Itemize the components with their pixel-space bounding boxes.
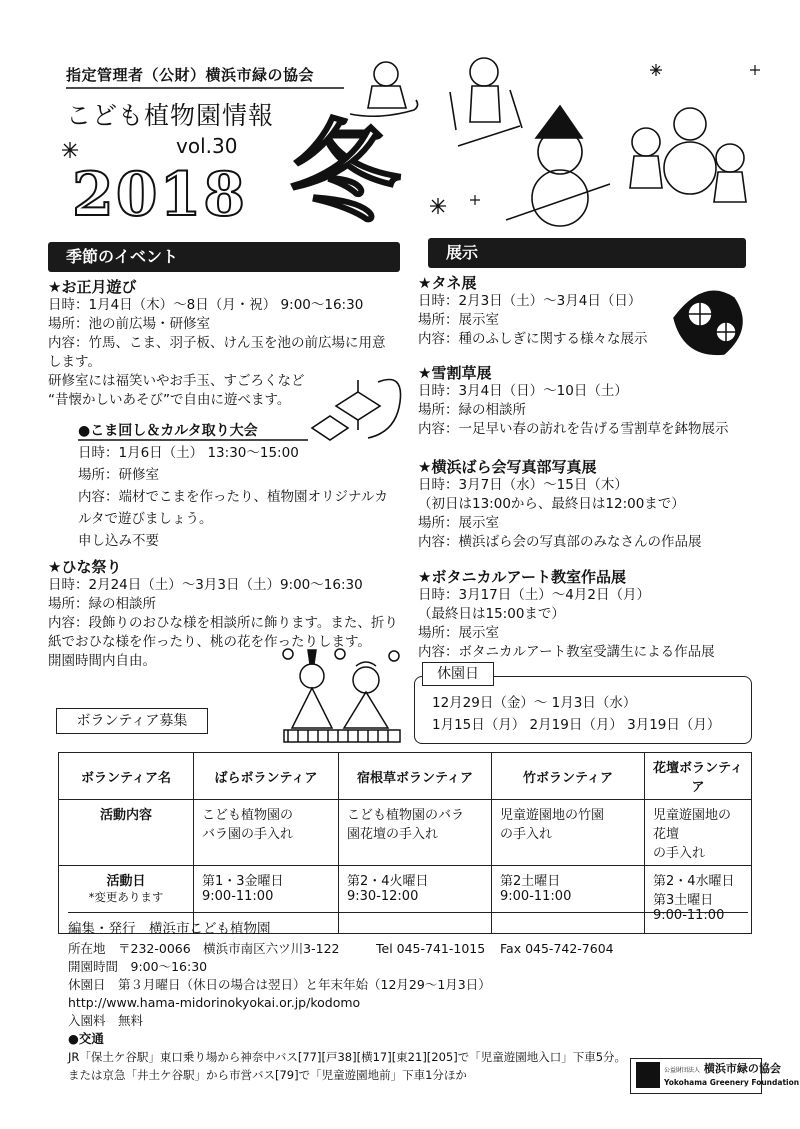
footer-holiday: 休園日 第３月曜日（休日の場合は翌日）と年末年始（12月29～1月3日） [68, 977, 491, 992]
logo-name-text: 横浜市緑の協会 [703, 1062, 781, 1075]
table-cell [645, 800, 752, 866]
footer-tel: Tel 045-741-1015 [376, 941, 486, 956]
botanical-date: 日時：3月17日（土）～4月2日（月） [418, 587, 650, 603]
bara-content: 内容：横浜ばら会の写真部のみなさんの作品展 [418, 534, 702, 550]
cell-line: 第2・4水曜日 [653, 874, 735, 889]
hina-content: 紙でおひな様を作ったり、桃の花を作ったりします。 [48, 634, 371, 650]
tane-content: 内容：種のふしぎに関する様々な展示 [418, 331, 648, 347]
hina-place: 場所：緑の相談所 [48, 596, 156, 612]
footer-fax: Fax 045-742-7604 [500, 941, 614, 956]
kids-snowman-illustration [630, 108, 746, 202]
oshogatsu-content: 研修室には福笑いやお手玉、すごろくなど [48, 373, 305, 389]
footer-editor: 編集・発行 横浜市こども植物園 [68, 921, 271, 937]
tane-date: 日時：2月3日（土）～3月4日（日） [418, 293, 642, 309]
oshogatsu-place: 場所：池の前広場・研修室 [48, 316, 210, 332]
setsubunso-title: ★雪割草展 [418, 364, 492, 382]
cell-line: 園花壇の手入れ [347, 827, 439, 842]
botanical-note: （最終日は15:00まで） [418, 606, 565, 622]
footer-access: または京急「井土ケ谷駅」から市営バス[79]で「児童遊園地前」下車1分ほか [68, 1068, 467, 1082]
cell-line: こども植物園の [202, 808, 294, 823]
setsubunso-place: 場所：緑の相談所 [418, 402, 526, 418]
table-cell [339, 800, 492, 866]
botanical-content: 内容：ボタニカルアート教室受講生による作品展 [418, 644, 715, 660]
year-heading: 2018 [72, 160, 247, 230]
koma-note: 申し込み不要 [78, 533, 159, 549]
cell-line: 9:30-12:00 [347, 889, 419, 904]
cell-line: の手入れ [653, 846, 706, 861]
cell-line: こども植物園のバラ [347, 808, 465, 823]
table-cell [339, 866, 492, 934]
cell-line: 第1・3金曜日 [202, 874, 284, 889]
footer-access-title: ●交通 [68, 1031, 104, 1046]
cell-line: 第3土曜日 [653, 893, 714, 908]
koma-content: ルタで遊びましょう。 [78, 511, 213, 527]
snowflake-icon [60, 140, 80, 160]
foundation-logo-mark [636, 1062, 660, 1088]
cell-line: 9:00-11:00 [500, 889, 572, 904]
koma-title: ●こま回し＆カルタ取り大会 [78, 423, 258, 439]
setsubunso-date: 日時：3月4日（日）～10日（土） [418, 383, 628, 399]
tane-place: 場所：展示室 [418, 312, 499, 328]
closed-days-line: 1月15日（月） 2月19日（月） 3月19日（月） [432, 717, 721, 733]
days-note: *変更あります [88, 890, 164, 904]
volunteer-label: ボランティア募集 [56, 708, 208, 734]
hina-content: 内容：段飾りのおひな様を相談所に飾ります。また、折り [48, 615, 398, 631]
seasonal-events-banner: 季節のイベント [48, 242, 400, 272]
newsletter-title: こども植物園情報 [66, 101, 275, 130]
footer-address: 所在地 〒232-0066 横浜市南区六ツ川3-122 [68, 941, 340, 956]
footer-fee: 入園料 無料 [68, 1013, 144, 1028]
logo-english: Yokohama Greenery Foundation [664, 1078, 800, 1087]
oshogatsu-date: 日時：1月4日（木）～8日（月・祝） 9:00～16:30 [48, 297, 364, 313]
oshogatsu-title: ★お正月遊び [48, 278, 137, 296]
footer-hours: 開園時間 9:00～16:30 [68, 959, 208, 974]
footer-url[interactable]: http://www.hama-midorinokyokai.or.jp/kodomo [68, 995, 361, 1010]
koma-place: 場所：研修室 [78, 467, 159, 483]
logo-name [664, 1060, 781, 1076]
volunteer-table [58, 752, 752, 934]
table-cell [492, 800, 645, 866]
koma-underline [78, 438, 310, 442]
table-header: 竹ボランティア [492, 753, 645, 800]
botanical-place: 場所：展示室 [418, 625, 499, 641]
activity-label: 活動内容 [59, 800, 194, 866]
cell-line: 9:00-11:00 [653, 908, 725, 923]
organization-name: 指定管理者（公財）横浜市緑の協会 [66, 66, 315, 84]
table-cell [194, 800, 339, 866]
setsubunso-content: 内容：一足早い春の訪れを告げる雪割草を鉢物展示 [418, 421, 729, 437]
spinning-top-illustration [318, 372, 408, 452]
sled-kid-illustration [350, 62, 418, 116]
bara-title: ★横浜ばら会写真部写真展 [418, 458, 597, 476]
flower-illustration [664, 278, 754, 358]
closed-days-label: 休園日 [422, 662, 494, 686]
cell-line: 児童遊園地の花壇 [653, 808, 732, 842]
table-header: 宿根草ボランティア [339, 753, 492, 800]
hina-dolls-illustration [278, 640, 408, 746]
header-underline [66, 86, 346, 90]
table-header: 花壇ボランティア [645, 753, 752, 800]
days-label: 活動日 [106, 874, 146, 889]
season-heading: 冬 [290, 108, 400, 237]
table-cell [645, 866, 752, 934]
tane-title: ★タネ展 [418, 274, 477, 292]
bara-date: 日時：3月7日（水）～15日（木） [418, 477, 628, 493]
exhibits-banner: 展示 [428, 238, 746, 268]
table-header: ボランティア名 [59, 753, 194, 800]
skier-illustration [450, 58, 522, 146]
cell-line: 第2土曜日 [500, 874, 561, 889]
hina-title: ★ひな祭り [48, 558, 122, 576]
bara-place: 場所：展示室 [418, 515, 499, 531]
volume-number: vol.30 [176, 134, 238, 158]
footer-divider [68, 912, 748, 913]
table-cell [492, 866, 645, 934]
winter-illustration [350, 50, 770, 230]
snowman-skier-illustration [506, 106, 610, 226]
koma-content: 内容：端材でこまを作ったり、植物園オリジナルカ [78, 489, 388, 505]
table-header-row [59, 753, 752, 800]
bara-note: （初日は13:00から、最終日は12:00まで） [418, 496, 685, 512]
cell-line: バラ園の手入れ [202, 827, 294, 842]
logo-small-text: 公益財団法人 [664, 1067, 701, 1074]
cell-line: 9:00-11:00 [202, 889, 274, 904]
hina-date: 日時：2月24日（土）～3月3日（土）9:00～16:30 [48, 577, 363, 593]
cell-line: 第2・4火曜日 [347, 874, 429, 889]
hina-content: 開園時間内自由。 [48, 653, 156, 669]
table-row [59, 800, 752, 866]
koma-date: 日時：1月6日（土） 13:30～15:00 [78, 445, 299, 461]
oshogatsu-content: “昔懐かしいあそび”で自由に遊べます。 [48, 392, 291, 408]
cell-line: 児童遊園地の竹園 [500, 808, 605, 823]
table-header: ばらボランティア [194, 753, 339, 800]
footer-access: JR「保土ケ谷駅」東口乗り場から神奈中バス[77][戸38][横17][東21][205]で「児童遊園地入口」下車5分。 [68, 1050, 627, 1064]
oshogatsu-content: します。 [48, 354, 101, 370]
oshogatsu-content: 内容：竹馬、こま、羽子板、けん玉を池の前広場に用意 [48, 335, 386, 351]
botanical-title: ★ボタニカルアート教室作品展 [418, 568, 626, 586]
cell-line: の手入れ [500, 827, 553, 842]
closed-days-line: 12月29日（金）～ 1月3日（水） [432, 695, 637, 711]
snowflake-icon [428, 196, 448, 216]
